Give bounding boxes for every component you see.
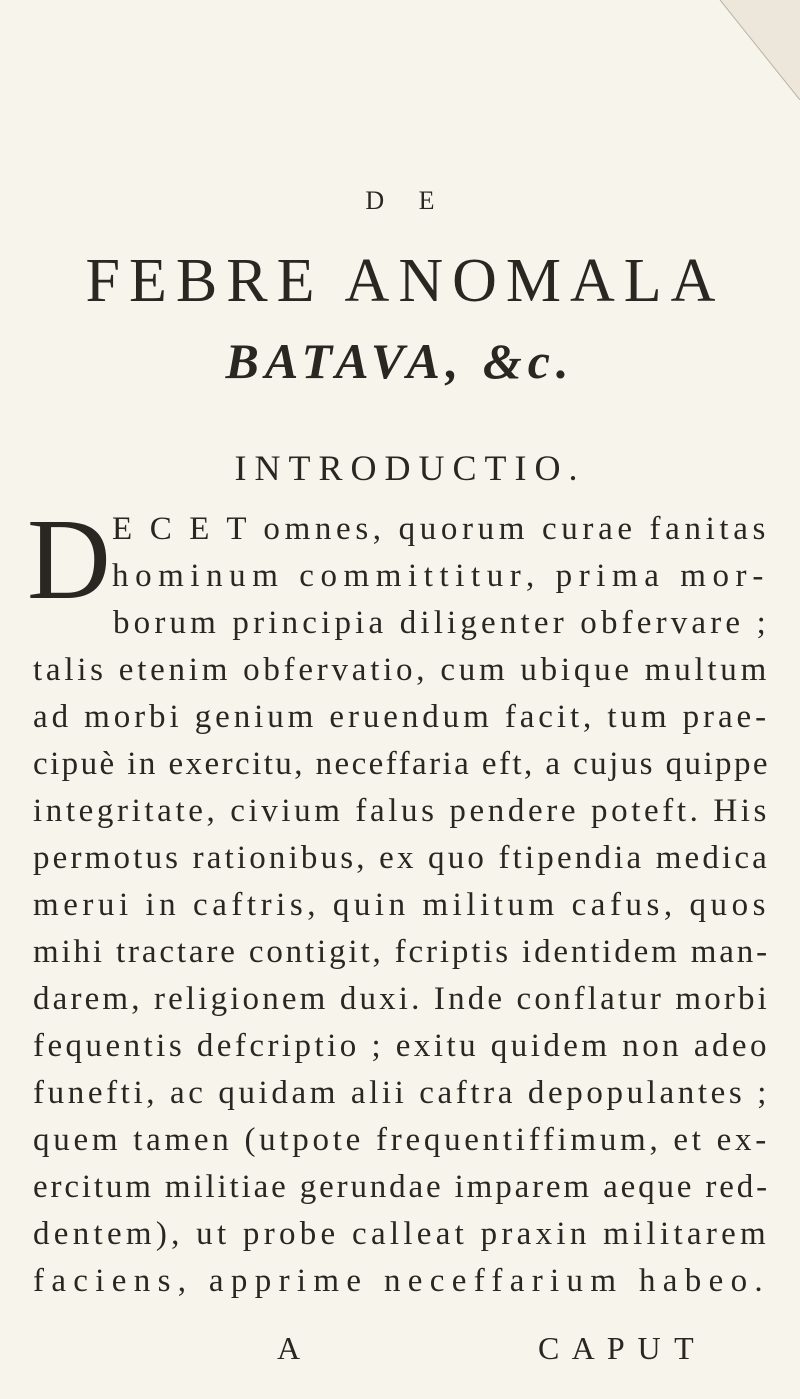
book-subtitle: BATAVA, &c. xyxy=(225,333,575,389)
text-line: faciens, apprime neceffarium habeo. xyxy=(33,1263,770,1299)
text-line: mihi tractare contigit, fcriptis identidem man- xyxy=(33,934,770,970)
book-title: FEBRE ANOMALA xyxy=(85,247,725,315)
text-line: merui in caftris, quin militum cafus, quos xyxy=(33,887,770,923)
preposition-heading: D E xyxy=(365,186,449,215)
text-line: borum principia diligenter obfervare ; xyxy=(113,605,770,641)
text-line: ercitum militiae gerundae imparem aeque red- xyxy=(33,1169,770,1205)
catchword: C A P U T xyxy=(538,1330,697,1366)
section-heading: INTRODUCTIO. xyxy=(234,448,586,488)
text-line: cipuè in exercitu, neceffaria eft, a cujus quippe xyxy=(33,746,770,782)
page-corner-curl xyxy=(680,0,800,100)
text-line: hominum committitur, prima mor- xyxy=(112,558,770,594)
text-line: ad morbi genium eruendum facit, tum prae- xyxy=(33,699,770,735)
text-line: funefti, ac quidam alii caftra depopulantes ; xyxy=(33,1075,770,1111)
signature-mark: A xyxy=(277,1330,301,1366)
text-line: talis etenim obfervatio, cum ubique multum xyxy=(33,652,770,688)
text-line: dentem), ut probe calleat praxin militarem xyxy=(33,1216,770,1252)
text-line: fequentis defcriptio ; exitu quidem non adeo xyxy=(33,1028,770,1064)
text-line: E C E T omnes, quorum curae fanitas xyxy=(112,511,770,547)
text-line: quem tamen (utpote frequentiffimum, et ex- xyxy=(33,1122,770,1158)
text-line: permotus rationibus, ex quo ftipendia medica xyxy=(33,840,770,876)
drop-cap: D xyxy=(27,496,111,624)
text-line: integritate, civium falus pendere poteft. His xyxy=(33,793,770,829)
text-line: darem, religionem duxi. Inde conflatur morbi xyxy=(33,981,770,1017)
